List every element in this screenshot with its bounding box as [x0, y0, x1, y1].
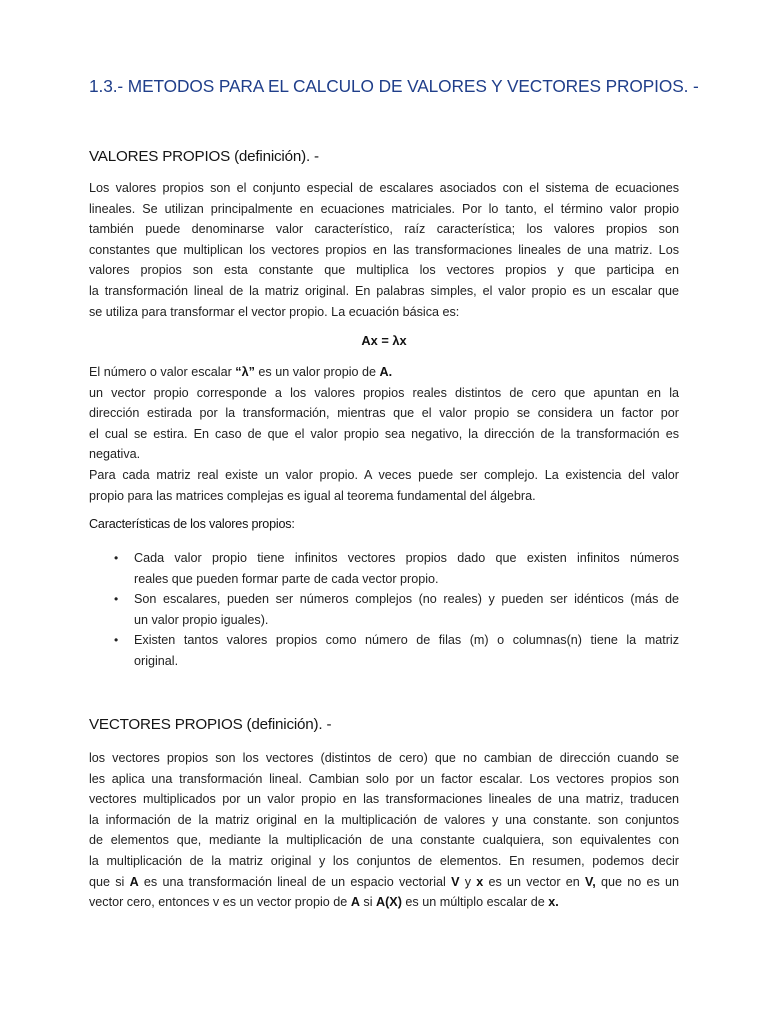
text-line: reales que pueden formar parte de cada vector propio.: [134, 571, 439, 586]
list-item: [89, 589, 679, 630]
symbol-ax: A(X): [376, 895, 402, 910]
symbol-x-period: x.: [548, 895, 559, 910]
text-line: original.: [134, 653, 179, 668]
text-line-mixed: [89, 872, 679, 893]
symbol-x: x: [476, 874, 484, 889]
bullet-icon: •: [114, 592, 119, 607]
text-fragment: es un múltiplo escalar de: [401, 895, 549, 910]
characteristics-heading: [89, 517, 295, 531]
text-fragment: es una transformación lineal de un espacio vectorial: [138, 874, 452, 889]
characteristics-list: [89, 548, 679, 672]
paragraph-valores-definicion: [89, 178, 679, 322]
text-line: constantes que multiplican los vectores propios en las transformaciones lineales de una matriz. Los: [89, 242, 679, 257]
symbol-v: V: [451, 874, 460, 889]
text-fragment: si: [359, 895, 377, 910]
text-line: la multiplicación de la matriz original y los conjuntos de elementos. En resumen, podemos decir: [89, 853, 679, 868]
basic-equation: Ax = λx: [361, 333, 407, 348]
text-line: la transformación lineal de la matriz original. En palabras simples, el valor propio es un escalar que: [89, 283, 679, 298]
section-heading-valores-propios: VALORES PROPIOS (definición). -: [89, 148, 319, 165]
text-line: un vector propio corresponde a los valores propios reales distintos de cero que apuntan en la: [89, 385, 679, 400]
text-line: propio para las matrices complejas es igual al teorema fundamental del álgebra.: [89, 488, 536, 503]
lambda-line: [89, 362, 679, 383]
text-fragment: El número o valor escalar: [89, 365, 236, 379]
text-line: el cual se estira. En caso de que el valor propio sea negativo, la dirección de la transformación es: [89, 426, 679, 441]
text-line: Existen tantos valores propios como número de filas (m) o columnas(n) tiene la matriz: [134, 633, 679, 648]
text-fragment: vector cero, entonces v es un vector propio de: [89, 895, 351, 910]
text-line: les aplica una transformación lineal. Cambian solo por un factor escalar. Los vectores propios son: [89, 771, 679, 786]
bullet-icon: •: [114, 633, 119, 648]
symbol-v-comma: V,: [585, 874, 596, 889]
text-line: Cada valor propio tiene infinitos vectores propios dado que existen infinitos números: [134, 551, 679, 565]
text-line: valores propios son esta constante que multiplica los vectores propios y que participa en: [89, 263, 679, 278]
document-title: 1.3.- METODOS PARA EL CALCULO DE VALORES Y VECTORES PROPIOS. -: [89, 76, 699, 96]
section-heading-vectores-propios: VECTORES PROPIOS (definición). -: [89, 716, 332, 733]
text-line-mixed: [89, 892, 679, 913]
text-fragment: y: [459, 874, 477, 889]
text-fragment: es un vector en: [483, 874, 586, 889]
text-fragment: es un valor propio de: [254, 365, 380, 379]
paragraph-vectores-definicion: [89, 748, 679, 913]
text-line: un valor propio iguales).: [134, 612, 269, 627]
text-line: se utiliza para transformar el vector propio. La ecuación básica es:: [89, 304, 460, 319]
text-line: negativa.: [89, 447, 141, 462]
text-line: Para cada matriz real existe un valor propio. A veces puede ser complejo. La existencia del valor: [89, 467, 679, 482]
text-line: dirección estirada por la transformación, mientras que el valor propio se considera un factor por: [89, 406, 679, 421]
text-line: lineales. Se utilizan principalmente en ecuaciones matriciales. Por lo tanto, el término valor propio: [89, 201, 679, 216]
symbol-a: A: [129, 874, 139, 889]
text-line: Son escalares, pueden ser números complejos (no reales) y pueden ser idénticos (más de: [134, 592, 679, 607]
bullet-icon: •: [114, 551, 119, 565]
text-line: los vectores propios son los vectores (distintos de cero) que no cambian de dirección cuando se: [89, 751, 679, 765]
text-fragment: que no es un: [595, 874, 680, 889]
text-line: de elementos que, mediante la multiplicación de una constante cualquiera, son equivalentes con: [89, 833, 679, 848]
text-line: también puede denominarse valor característico, raíz característica; los valores propios son: [89, 222, 679, 237]
list-item: [89, 548, 679, 589]
characteristics-colon: :: [291, 517, 295, 531]
text-fragment: que si: [89, 874, 130, 889]
characteristics-label: Características de los valores propios: [89, 517, 292, 531]
text-line: Los valores propios son el conjunto especial de escalares asociados con el sistema de ecuaciones: [89, 181, 679, 195]
symbol-a: A: [350, 895, 360, 910]
paragraph-lambda: [89, 362, 679, 506]
text-line: vectores multiplicados por un valor propio en las transformaciones lineales de una matriz, traducen: [89, 792, 679, 807]
text-line: la información de la matriz original en la multiplicación de valores y una constante. son conjuntos: [89, 812, 679, 827]
lambda-symbol: “λ”: [235, 365, 255, 379]
matrix-a: A.: [379, 365, 393, 379]
list-item: [89, 630, 679, 671]
